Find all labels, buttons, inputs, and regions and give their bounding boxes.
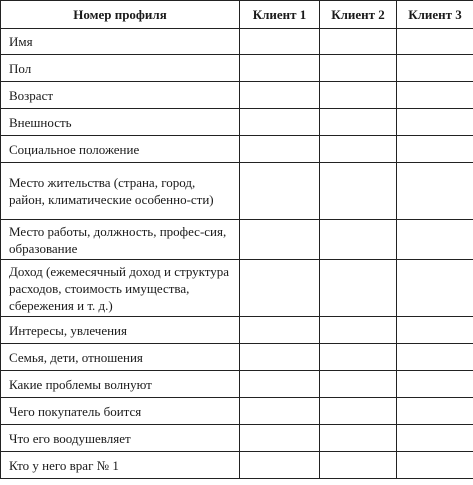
table-row bbox=[1, 398, 473, 425]
row-label: Чего покупатель боится bbox=[1, 398, 240, 425]
client-3-cell bbox=[397, 425, 473, 452]
client-3-cell bbox=[397, 371, 473, 398]
table-row bbox=[1, 344, 473, 371]
header-client-2: Клиент 2 bbox=[320, 1, 397, 29]
row-label: Кто у него враг № 1 bbox=[1, 452, 240, 479]
client-3-cell bbox=[397, 136, 473, 163]
client-2-cell bbox=[320, 82, 397, 109]
client-2-cell bbox=[320, 136, 397, 163]
client-3-cell bbox=[397, 260, 473, 317]
row-label: Внешность bbox=[1, 109, 240, 136]
client-2-cell bbox=[320, 260, 397, 317]
row-label: Интересы, увлечения bbox=[1, 317, 240, 344]
table-row bbox=[1, 260, 473, 317]
client-2-cell bbox=[320, 220, 397, 260]
client-1-cell bbox=[240, 163, 320, 220]
client-1-cell bbox=[240, 425, 320, 452]
table-row bbox=[1, 371, 473, 398]
client-2-cell bbox=[320, 317, 397, 344]
client-2-cell bbox=[320, 371, 397, 398]
client-3-cell bbox=[397, 55, 473, 82]
row-label: Пол bbox=[1, 55, 240, 82]
header-profile-number: Номер профиля bbox=[1, 1, 240, 29]
client-1-cell bbox=[240, 109, 320, 136]
header-client-3: Клиент 3 bbox=[397, 1, 473, 29]
client-2-cell bbox=[320, 29, 397, 55]
row-label: Семья, дети, отношения bbox=[1, 344, 240, 371]
table-row bbox=[1, 452, 473, 479]
client-1-cell bbox=[240, 55, 320, 82]
row-label: Возраст bbox=[1, 82, 240, 109]
table-row bbox=[1, 317, 473, 344]
client-2-cell bbox=[320, 344, 397, 371]
client-1-cell bbox=[240, 398, 320, 425]
row-label: Место жительства (страна, город, район, климатические особенно-сти) bbox=[1, 163, 240, 220]
client-3-cell bbox=[397, 220, 473, 260]
header-row bbox=[1, 1, 473, 29]
client-3-cell bbox=[397, 163, 473, 220]
table-row bbox=[1, 29, 473, 55]
client-3-cell bbox=[397, 317, 473, 344]
client-2-cell bbox=[320, 109, 397, 136]
row-label: Какие проблемы волнуют bbox=[1, 371, 240, 398]
client-1-cell bbox=[240, 452, 320, 479]
client-2-cell bbox=[320, 55, 397, 82]
client-3-cell bbox=[397, 82, 473, 109]
row-label: Место работы, должность, профес-сия, образование bbox=[1, 220, 240, 260]
table-row bbox=[1, 82, 473, 109]
table-row bbox=[1, 136, 473, 163]
client-1-cell bbox=[240, 260, 320, 317]
client-3-cell bbox=[397, 398, 473, 425]
client-3-cell bbox=[397, 29, 473, 55]
client-2-cell bbox=[320, 425, 397, 452]
client-3-cell bbox=[397, 452, 473, 479]
client-1-cell bbox=[240, 344, 320, 371]
client-1-cell bbox=[240, 220, 320, 260]
client-2-cell bbox=[320, 398, 397, 425]
client-1-cell bbox=[240, 29, 320, 55]
table-row bbox=[1, 220, 473, 260]
header-client-1: Клиент 1 bbox=[240, 1, 320, 29]
client-1-cell bbox=[240, 136, 320, 163]
client-2-cell bbox=[320, 452, 397, 479]
row-label: Что его воодушевляет bbox=[1, 425, 240, 452]
client-3-cell bbox=[397, 344, 473, 371]
client-1-cell bbox=[240, 82, 320, 109]
row-label: Социальное положение bbox=[1, 136, 240, 163]
table-row bbox=[1, 163, 473, 220]
row-label: Доход (ежемесячный доход и структура расходов, стоимость имущества, сбережения и т. д.) bbox=[1, 260, 240, 317]
client-1-cell bbox=[240, 371, 320, 398]
table-row bbox=[1, 425, 473, 452]
table-row bbox=[1, 109, 473, 136]
table-row bbox=[1, 55, 473, 82]
client-3-cell bbox=[397, 109, 473, 136]
row-label: Имя bbox=[1, 29, 240, 55]
client-1-cell bbox=[240, 317, 320, 344]
client-2-cell bbox=[320, 163, 397, 220]
